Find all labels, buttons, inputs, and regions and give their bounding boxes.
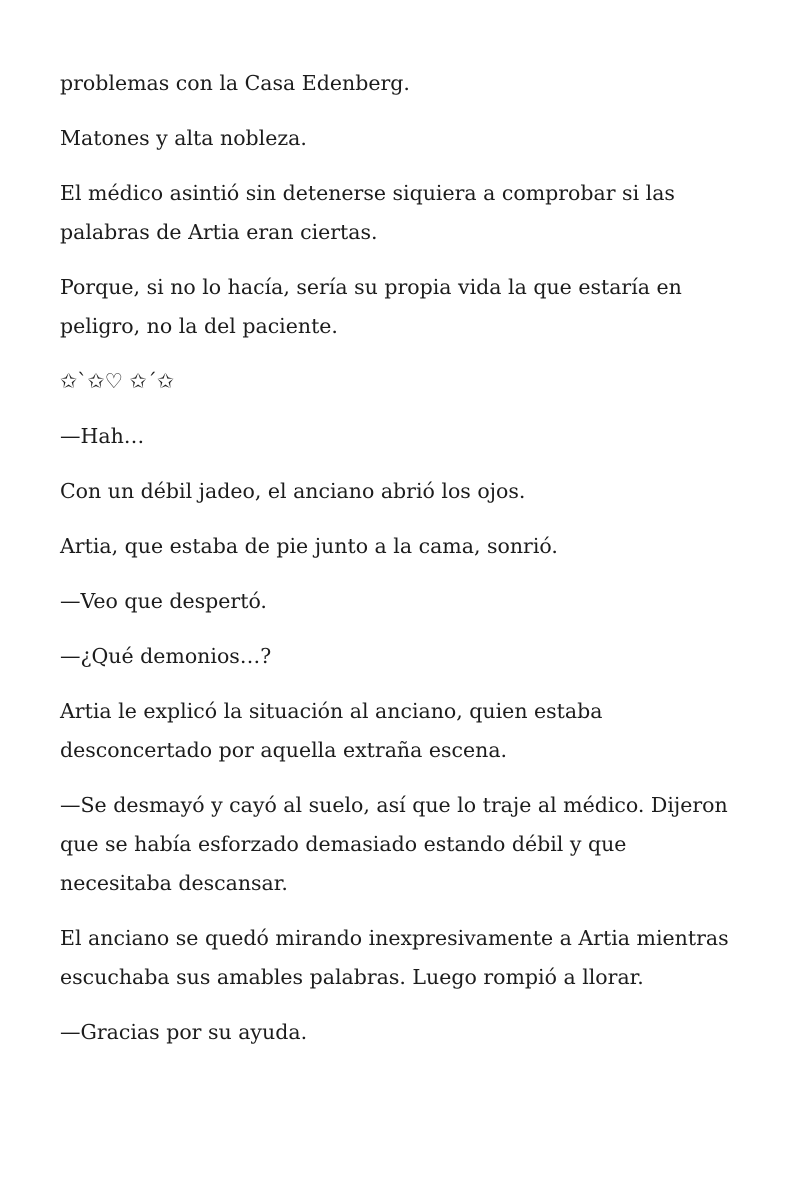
paragraph: Porque, si no lo hacía, sería su propia vida la que estaría en peligro, no la del paciente. <box>60 275 682 338</box>
paragraph: El anciano se quedó mirando inexpresivamente a Artia mientras escuchaba sus amables palabras. Luego rompió a llorar. <box>60 926 729 989</box>
paragraph: Artia le explicó la situación al anciano, quien estaba desconcertado por aquella extraña escena. <box>60 699 603 762</box>
paragraph: —Se desmayó y cayó al suelo, así que lo traje al médico. Dijeron que se había esforzado demasiado estando débil y que necesitaba descansar. <box>60 793 728 895</box>
paragraph: Artia, que estaba de pie junto a la cama, sonrió. <box>60 534 558 558</box>
paragraph: —¿Qué demonios…? <box>60 644 272 668</box>
document-body <box>60 64 740 1068</box>
paragraph: Con un débil jadeo, el anciano abrió los ojos. <box>60 479 526 503</box>
paragraph: problemas con la Casa Edenberg. <box>60 71 410 95</box>
paragraph: Matones y alta nobleza. <box>60 126 307 150</box>
paragraph: —Gracias por su ayuda. <box>60 1020 308 1044</box>
paragraph: El médico asintió sin detenerse siquiera a comprobar si las palabras de Artia eran ciertas. <box>60 181 675 244</box>
paragraph: —Veo que despertó. <box>60 589 267 613</box>
scene-break-ornament: ✩ˋ✩♡ ✩´✩ <box>60 369 175 393</box>
paragraph: —Hah… <box>60 424 145 448</box>
